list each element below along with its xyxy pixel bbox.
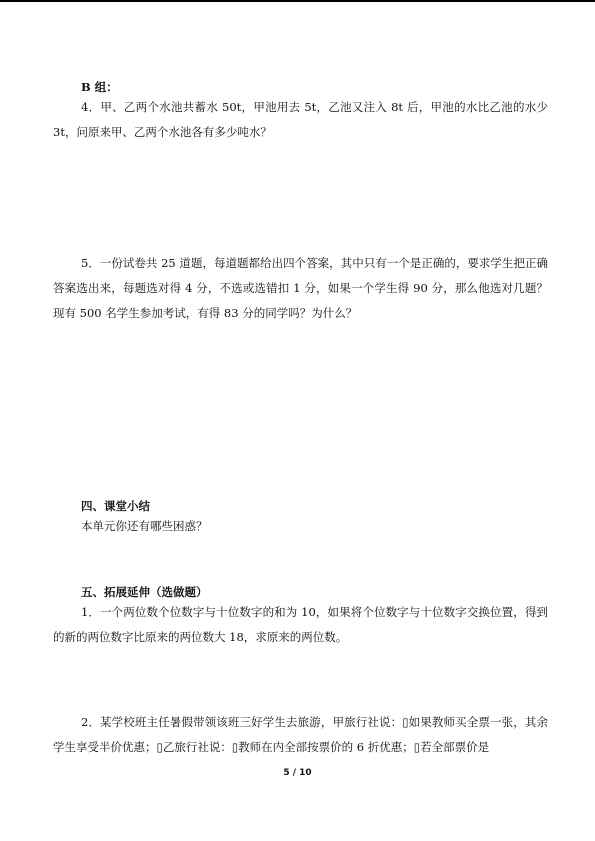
section-five-heading: 五、拓展延伸（选做题） — [81, 585, 208, 599]
section-b-heading: B 组： — [81, 80, 118, 94]
extension-question-1: 1．一个两位数个位数字与十位数字的和为 10，如果将个位数字与十位数字交换位置，得到的新的两位数字比原来的两位数大 18，求原来的两位数。 — [53, 605, 548, 644]
summary-question: 本单元你还有哪些困惑？ — [81, 519, 208, 533]
top-border-line — [0, 0, 595, 2]
extension-question-2: 2．某学校班主任暑假带领该班三好学生去旅游，甲旅行社说：▯如果教师买全票一张，其余学生享受半价优惠；▯乙旅行社说：▯教师在内全部按票价的 6 折优惠；▯若全部票价是 — [53, 715, 548, 754]
section-four-heading: 四、课堂小结 — [81, 499, 150, 513]
question-4: 4．甲、乙两个水池共蓄水 50t，甲池用去 5t，乙池又注入 8t 后，甲池的水比乙池的水少 3t，问原来甲、乙两个水池各有多少吨水？ — [53, 100, 548, 139]
question-5: 5．一份试卷共 25 道题，每道题都给出四个答案，其中只有一个是正确的，要求学生把正确答案选出来，每题选对得 4 分，不选或选错扣 1 分，如果一个学生得 90 分，那么他选对几题？现有 500 名学生参加考试，有得 83 分的同学吗？为什么？ — [53, 256, 548, 320]
page-number: 5 / 10 — [283, 768, 312, 778]
